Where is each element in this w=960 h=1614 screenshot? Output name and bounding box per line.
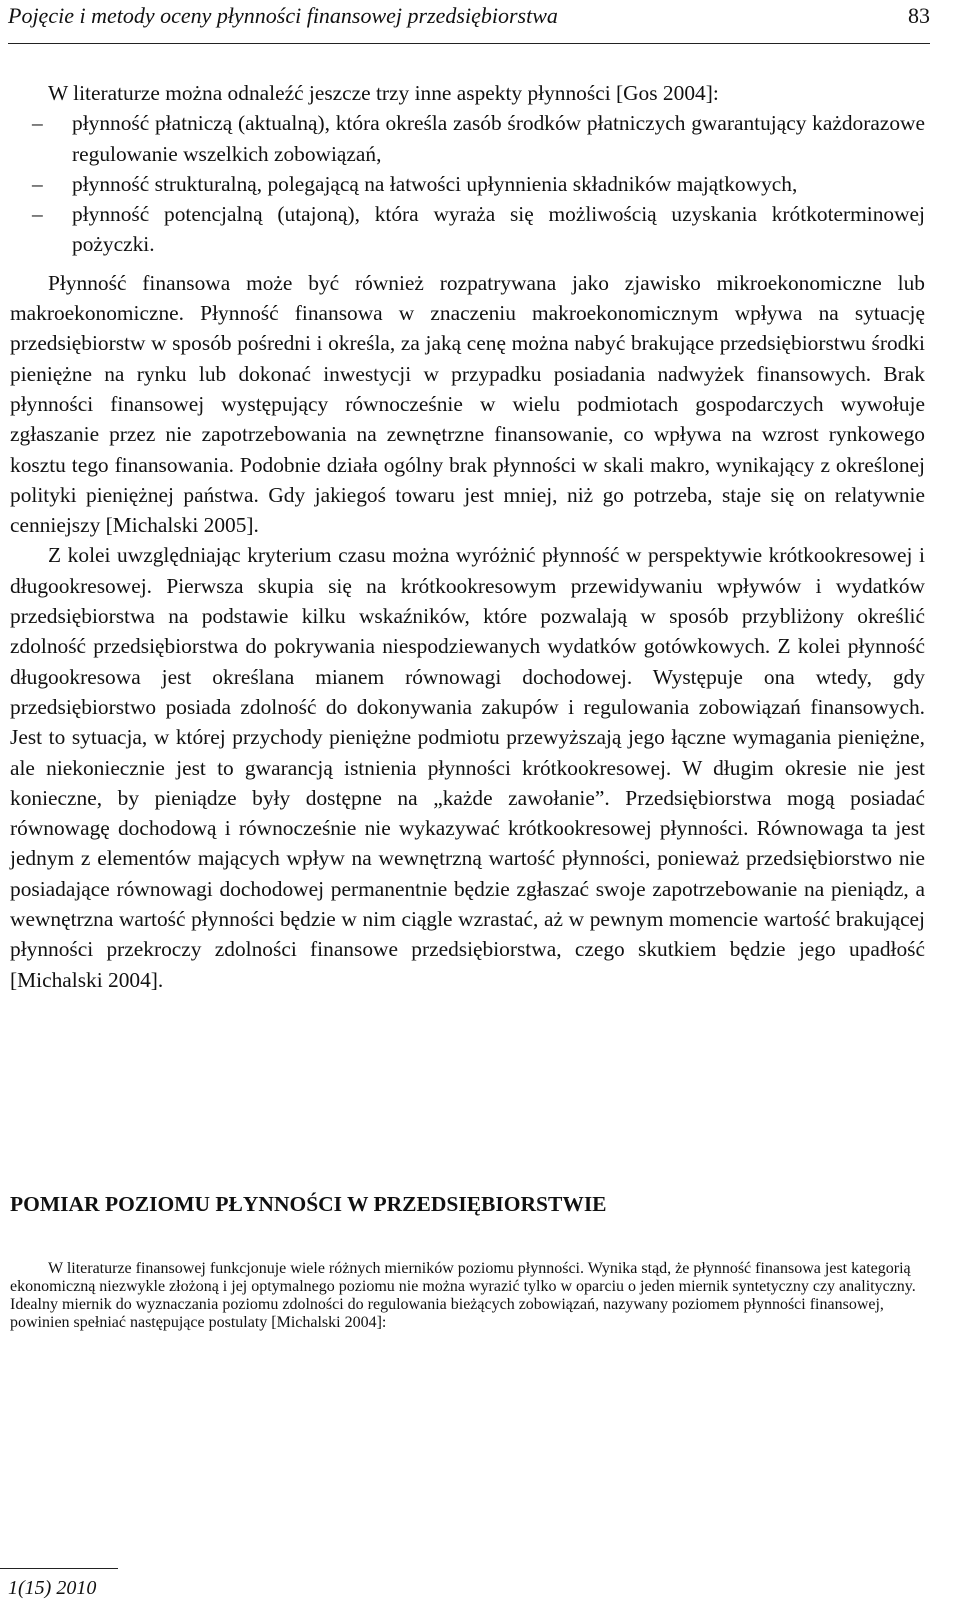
section-text <box>10 1260 925 1332</box>
running-footer <box>0 1568 118 1600</box>
main-text <box>10 78 925 995</box>
list-item: – płynność potencjalną (utajoną), która wyraża się możliwością uzyskania krótkoterminowej pożyczki. <box>10 199 925 260</box>
paragraph: Płynność finansowa może być również rozpatrywana jako zjawisko mikroekonomiczne lub makroekonomiczne. Płynność finansowa w znaczeniu makroekonomicznym wpływa na sytuację przedsiębiorstw w sposób pośredni i określa, za jaką cenę można nabyć brakujące przedsiębiorstwu środki pieniężne na rynku lub dokonać inwestycji w przypadku posiadania nadwyżek finansowych. Brak płynności finansowej występujący równocześnie w wielu podmiotach gospodarczych wywołuje zgłaszanie przez nie zapotrzebowania na zewnętrzne finansowanie, co wpływa na wzrost rynkowego kosztu tego finansowania. Podobnie działa ogólny brak płynności w skali makro, wynikający z określonej polityki pieniężnej państwa. Gdy jakiegoś towaru jest mniej, niż go potrzeba, staje się on relatywnie cenniejszy [Michalski 2005]. <box>10 270 925 538</box>
section-heading: POMIAR POZIOMU PŁYNNOŚCI W PRZEDSIĘBIORSTWIE <box>10 1192 607 1216</box>
issue-number: 1(15) 2010 <box>8 1577 97 1599</box>
paragraph: Z kolei uwzględniając kryterium czasu można wyróżnić płynność w perspektywie krótkookresowej i długookresowej. Pierwsza skupia się na krótkookresowym przewidywaniu wpływów i wydatków przedsiębiorstwa na podstawie kilku wskaźników, które pozwalają w sposób przybliżony określić zdolność przedsiębiorstwa do pokrywania niespodziewanych wydatków gotówkowych. Z kolei płynność długookresowa jest określana mianem równowagi dochodowej. Występuje ona wtedy, gdy przedsiębiorstwo posiada zdolność do dokonywania zakupów i regulowania zobowiązań finansowych. Jest to sytuacja, w której przychody pieniężne podmiotu przewyższają jego łączne wymagania pieniężne, ale niekoniecznie jest to gwarancją istnienia płynności krótkookresowej. W długim okresie nie jest konieczne, by pieniądze były dostępne na „każde zawołanie”. Przedsiębiorstwa mogą posiadać równowagę dochodową i równocześnie nie wykazywać krótkookresowej płynności. Równowaga ta jest jednym z elementów mających wpływ na wewnętrzną wartość płynności, ponieważ przedsiębiorstwo nie posiadające równowagi dochodowej permanentnie będzie zgłaszać swoje zapotrzebowanie na pieniądz, a wewnętrzna wartość płynności będzie w nim ciągle wzrastać, aż w pewnym momencie wartość brakującej płynności przekroczy zdolności finansowe przedsiębiorstwa, czego skutkiem będzie jego upadłość [Michalski 2004]. <box>10 543 925 992</box>
list-item: – płynność strukturalną, polegającą na łatwości upłynnienia składników majątkowych, <box>10 169 925 199</box>
aspects-list <box>10 108 925 259</box>
running-header <box>8 0 930 44</box>
list-item: – płynność płatniczą (aktualną), która określa zasób środków płatniczych gwarantujący każdorazowe regulowanie wszelkich zobowiązań, <box>10 108 925 169</box>
running-header-title: Pojęcie i metody oceny płynności finansowej przedsiębiorstwa <box>8 3 558 28</box>
intro-paragraph: W literaturze można odnaleźć jeszcze trzy inne aspekty płynności [Gos 2004]: <box>48 81 719 105</box>
page-number: 83 <box>908 3 930 28</box>
paragraph: W literaturze finansowej funkcjonuje wiele różnych mierników poziomu płynności. Wynika stąd, że płynność finansowa jest kategorią ekonomiczną niezwykle złożoną i jej optymalnego poziomu nie można wyrazić tylko w oparciu o jeden miernik syntetyczny czy analityczny. Idealny miernik do wyznaczania poziomu zdolności do regulowania bieżących zobowiązań, nazywany poziomem płynności finansowej, powinien spełniać następujące postulaty [Michalski 2004]: <box>10 1260 916 1331</box>
